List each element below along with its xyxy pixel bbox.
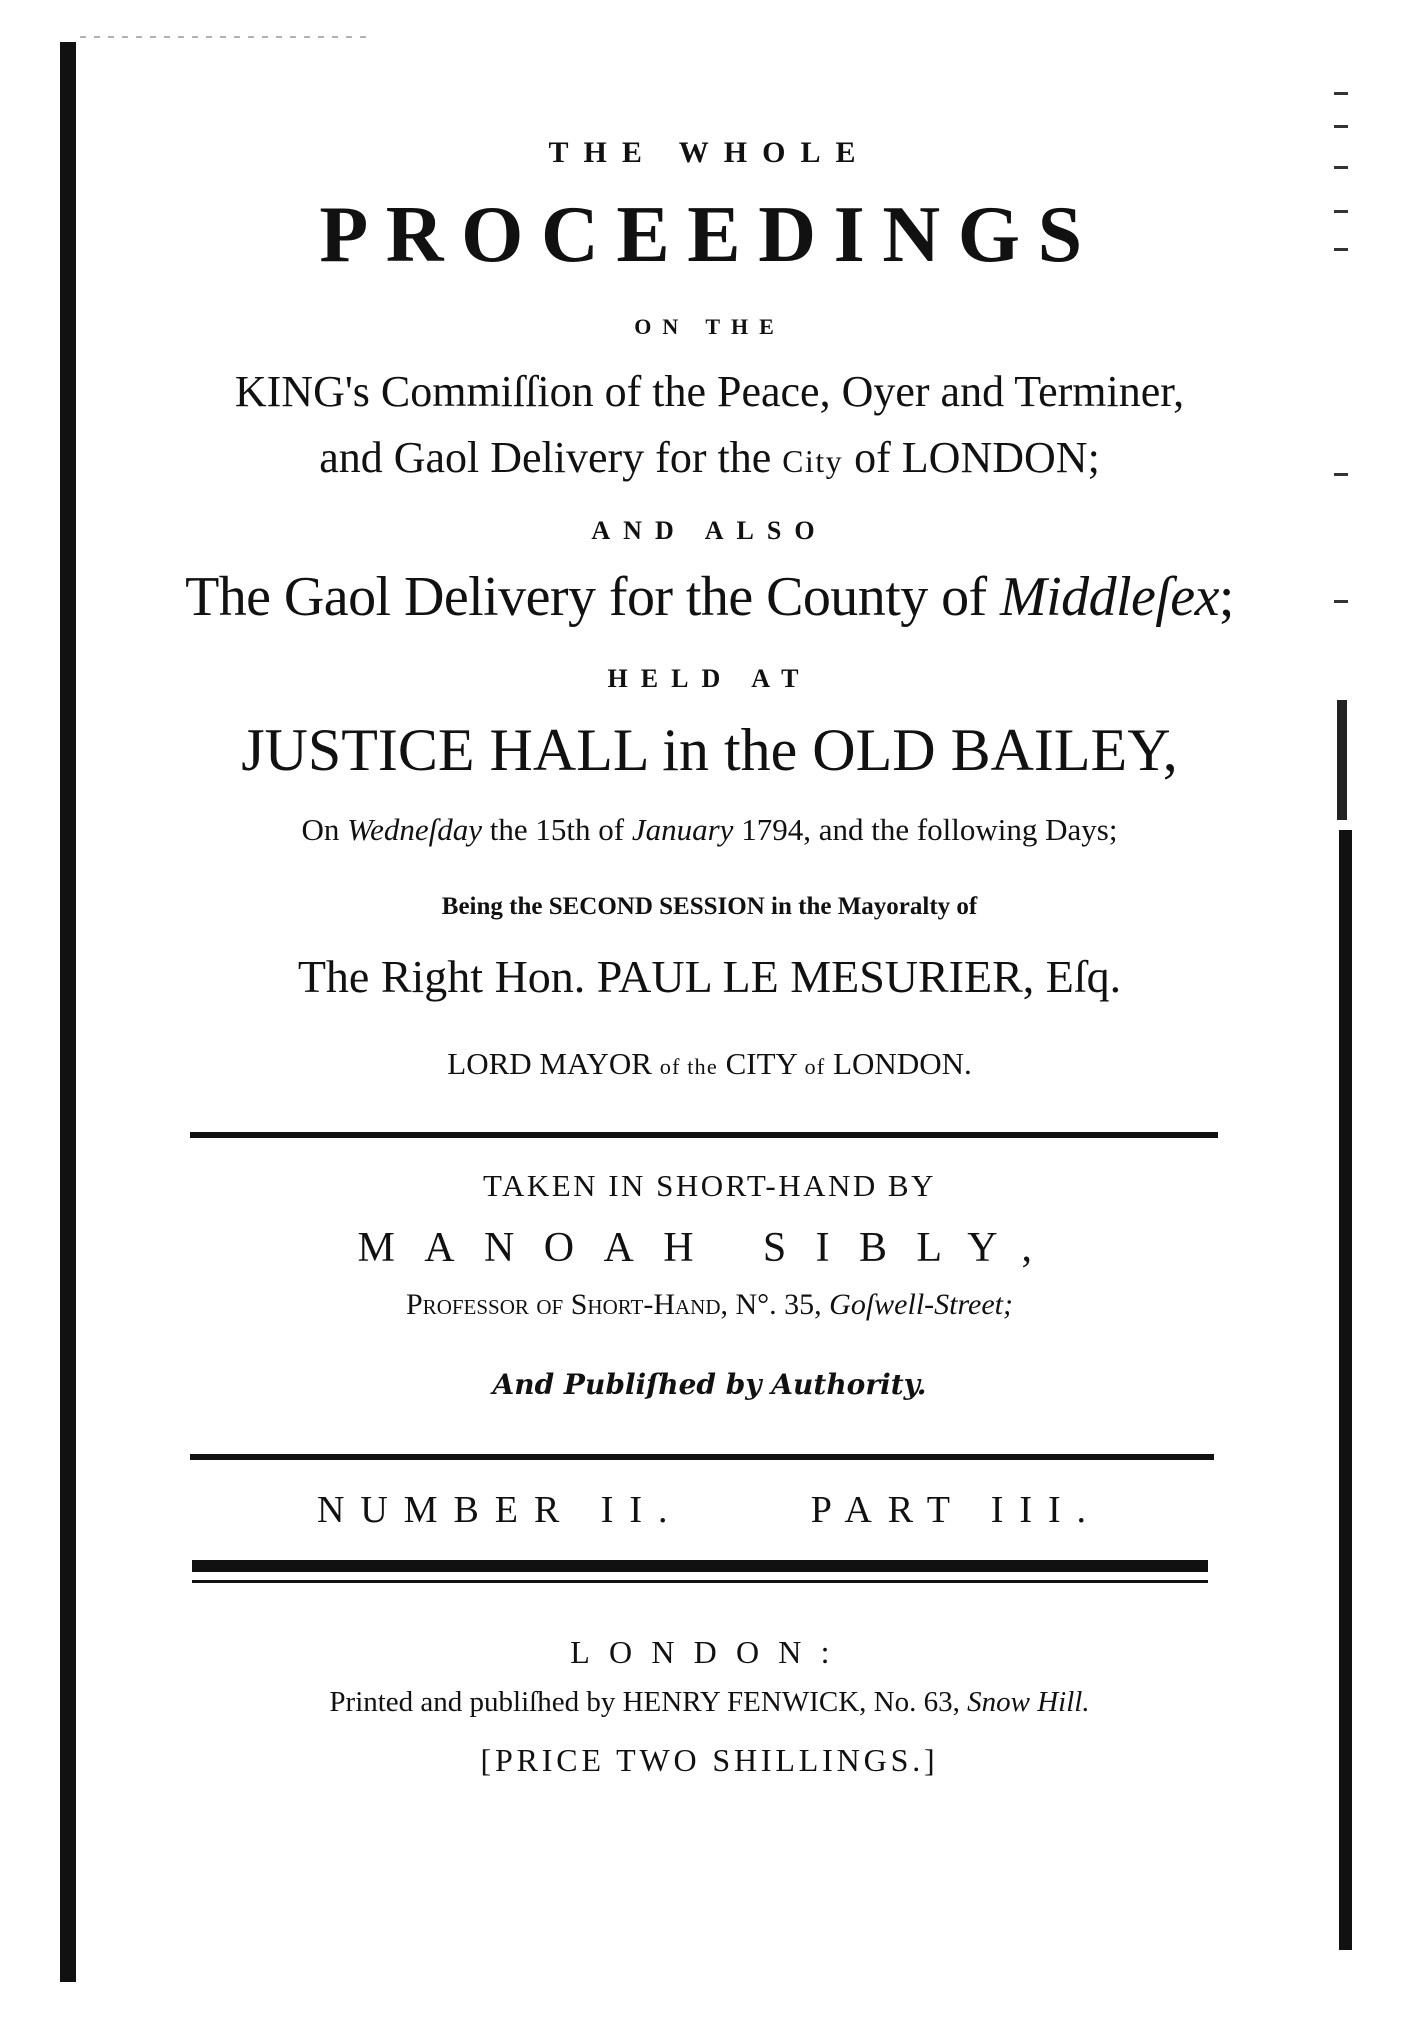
date-text: On bbox=[301, 812, 348, 847]
month: January bbox=[631, 812, 734, 847]
and-also: AND ALSO bbox=[591, 516, 828, 545]
commission-text: of LONDON; bbox=[843, 433, 1100, 482]
weekday: Wedneſday bbox=[347, 812, 483, 847]
lord-mayor-line bbox=[0, 1046, 1419, 1082]
justice-hall: JUSTICE HALL in the OLD BAILEY, bbox=[241, 717, 1178, 783]
gaol-text: The Gaol Delivery for the County of bbox=[185, 566, 1001, 628]
professor-line bbox=[0, 1288, 1419, 1322]
rule-3 bbox=[192, 1560, 1208, 1572]
commission-text: and Gaol Delivery for the bbox=[319, 433, 783, 482]
printer-location: Snow Hill. bbox=[967, 1686, 1090, 1718]
city-imprint: LONDON: bbox=[570, 1634, 849, 1670]
lord-mayor-small: of the bbox=[659, 1054, 718, 1079]
gaol-text: ; bbox=[1218, 566, 1234, 628]
professor-address: N°. 35, bbox=[727, 1288, 830, 1321]
scan-tick bbox=[1334, 125, 1348, 128]
rule-2 bbox=[190, 1454, 1214, 1460]
date-line bbox=[0, 812, 1419, 848]
lord-mayor-small: of bbox=[804, 1054, 826, 1079]
date-text: the 15th of bbox=[482, 812, 632, 847]
middlesex-word: Middleſex bbox=[1000, 566, 1219, 628]
on-the: ON THE bbox=[634, 314, 785, 339]
lord-mayor-text: CITY bbox=[717, 1046, 805, 1081]
lord-mayor-text: LORD MAYOR bbox=[447, 1046, 660, 1081]
commission-line-1: KING's Commiſſion of the Peace, Oyer and Terminer, bbox=[234, 367, 1185, 416]
lord-mayor-text: LONDON. bbox=[825, 1046, 972, 1081]
printer-text: Printed and publiſhed by HENRY FENWICK, No. 63, bbox=[329, 1686, 968, 1718]
pre-title: THE WHOLE bbox=[548, 136, 871, 169]
price: [PRICE TWO SHILLINGS.] bbox=[480, 1742, 939, 1778]
scan-noise bbox=[80, 36, 370, 38]
mayor-name: The Right Hon. PAUL LE MESURIER, Eſq. bbox=[297, 951, 1122, 1002]
street-name: Goſwell-Street; bbox=[829, 1288, 1013, 1321]
rule-4 bbox=[192, 1580, 1208, 1583]
session-line: Being the SECOND SESSION in the Mayoralty of bbox=[441, 893, 978, 920]
main-title: PROCEEDINGS bbox=[319, 191, 1100, 279]
held-at: HELD AT bbox=[607, 664, 812, 693]
city-word: City bbox=[782, 444, 844, 479]
scan-tick bbox=[1334, 92, 1348, 95]
rule-1 bbox=[190, 1132, 1218, 1138]
professor-title: Professor of Short-Hand, bbox=[406, 1288, 728, 1321]
taken-by: TAKEN IN SHORT-HAND BY bbox=[483, 1168, 936, 1203]
gaol-delivery-line bbox=[0, 565, 1419, 629]
reporter-name: MANOAH SIBLY, bbox=[357, 1225, 1062, 1271]
printer-line bbox=[0, 1686, 1419, 1719]
published-by-authority: And Publiſhed by Authority. bbox=[492, 1368, 927, 1401]
date-text: 1794, and the following Days; bbox=[733, 812, 1118, 847]
number-part: NUMBER II. PART III. bbox=[316, 1489, 1103, 1531]
commission-line-2 bbox=[0, 432, 1419, 483]
